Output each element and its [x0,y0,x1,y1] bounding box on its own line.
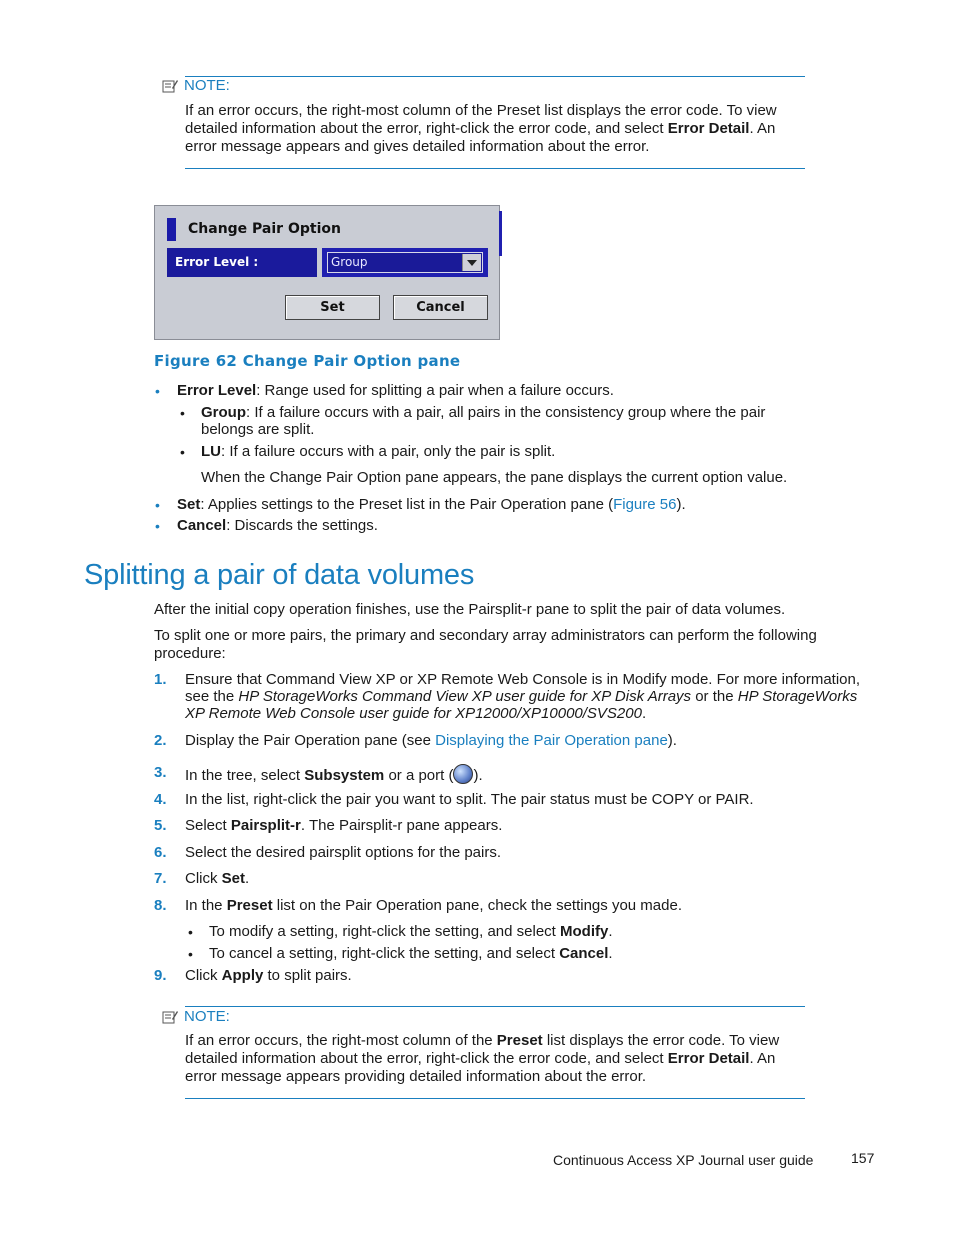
set-item: Set: Applies settings to the Preset list in the Pair Operation pane (Figure 56). [177,496,686,513]
step-number: 3. [154,764,167,781]
note-label: NOTE: [184,1008,230,1025]
step-8: In the Preset list on the Pair Operation pane, check the settings you made. [185,897,682,914]
step-1-cont2: XP Remote Web Console user guide for XP12000/XP10000/SVS200. [185,705,647,722]
error-level-item: Error Level: Range used for splitting a pair when a failure occurs. [177,382,614,399]
note-body [185,1032,800,1086]
note-icon [162,79,178,93]
bullet-icon: • [155,497,160,513]
substep-cancel: To cancel a setting, right-click the setting, and select Cancel. [209,945,613,962]
error-level-label: Error Level : [167,248,317,277]
cancel-button[interactable]: Cancel [393,295,488,320]
step-2: Display the Pair Operation pane (see Displaying the Pair Operation pane). [185,732,677,749]
note-bottom-rule [185,1098,805,1099]
step-number: 4. [154,791,167,808]
note-top-rule [185,76,805,77]
step-number: 6. [154,844,167,861]
step-number: 9. [154,967,167,984]
procedure-intro: To split one or more pairs, the primary and secondary array administrators can perform the following [154,627,817,644]
note-icon [162,1010,178,1024]
note-line: If an error occurs, the right-most column of the Preset list displays the error code. To view [185,1032,780,1049]
step-6: Select the desired pairsplit options for the pairs. [185,844,502,861]
note-heading [162,77,230,95]
current-value-note: When the Change Pair Option pane appears, the pane displays the current option value. [201,469,788,486]
error-level-select-frame [322,248,488,277]
bullet-icon: • [180,444,185,460]
note-label: NOTE: [184,77,230,94]
step-5: Select Pairsplit-r. The Pairsplit-r pane appears. [185,817,503,834]
port-icon [453,764,473,784]
note-body [185,102,800,156]
group-item: Group: If a failure occurs with a pair, all pairs in the consistency group where the pair [201,404,766,421]
figure-56-link[interactable]: Figure 56 [613,496,677,513]
step-number: 1. [154,671,167,688]
note-heading [162,1008,230,1026]
group-item-cont: belongs are split. [201,421,315,438]
step-3: In the tree, select Subsystem or a port ( ). [185,764,483,785]
pane-title: Change Pair Option [188,221,341,237]
bullet-icon: • [188,924,193,940]
intro-paragraph: After the initial copy operation finishes, use the Pairsplit-r pane to split the pair of data volumes. [154,601,786,618]
note-line: detailed information about the error, right-click the error code, and select Error Detail. An [185,120,776,137]
bullet-icon: • [180,405,185,421]
step-number: 8. [154,897,167,914]
note-line: detailed information about the error, right-click the error code, and select Error Detail. An [185,1050,776,1067]
error-level-select[interactable] [327,252,483,273]
change-pair-option-screenshot [154,205,500,340]
bullet-icon: • [188,946,193,962]
step-1: Ensure that Command View XP or XP Remote Web Console is in Modify mode. For more information, [185,671,861,688]
substep-modify: To modify a setting, right-click the setting, and select Modify. [209,923,613,940]
step-4: In the list, right-click the pair you want to split. The pair status must be COPY or PAIR. [185,791,754,808]
bullet-icon: • [155,383,160,399]
note-bottom-rule [185,168,805,169]
note-line: error message appears and gives detailed information about the error. [185,138,650,155]
page-number: 157 [851,1150,875,1166]
section-heading: Splitting a pair of data volumes [84,559,475,591]
step-number: 2. [154,732,167,749]
note-top-rule [185,1006,805,1007]
step-number: 5. [154,817,167,834]
cancel-item: Cancel: Discards the settings. [177,517,378,534]
lu-item: LU: If a failure occurs with a pair, only the pair is split. [201,443,556,460]
step-7: Click Set. [185,870,250,887]
select-value: Group [331,255,368,269]
footer-guide-title: Continuous Access XP Journal user guide [553,1152,814,1168]
step-number: 7. [154,870,167,887]
title-marker [167,218,176,241]
step-9: Click Apply to split pairs. [185,967,352,984]
panel-edge [499,211,502,256]
chevron-down-icon[interactable] [462,254,481,271]
figure-caption: Figure 62 Change Pair Option pane [154,352,461,370]
bullet-icon: • [155,518,160,534]
pair-operation-link[interactable]: Displaying the Pair Operation pane [435,732,668,749]
procedure-intro-cont: procedure: [154,645,226,662]
set-button[interactable]: Set [285,295,380,320]
step-1-cont: see the HP StorageWorks Command View XP user guide for XP Disk Arrays or the HP StorageWorks [185,688,858,705]
note-line: error message appears providing detailed information about the error. [185,1068,647,1085]
note-line: If an error occurs, the right-most column of the Preset list displays the error code. To view [185,102,777,119]
